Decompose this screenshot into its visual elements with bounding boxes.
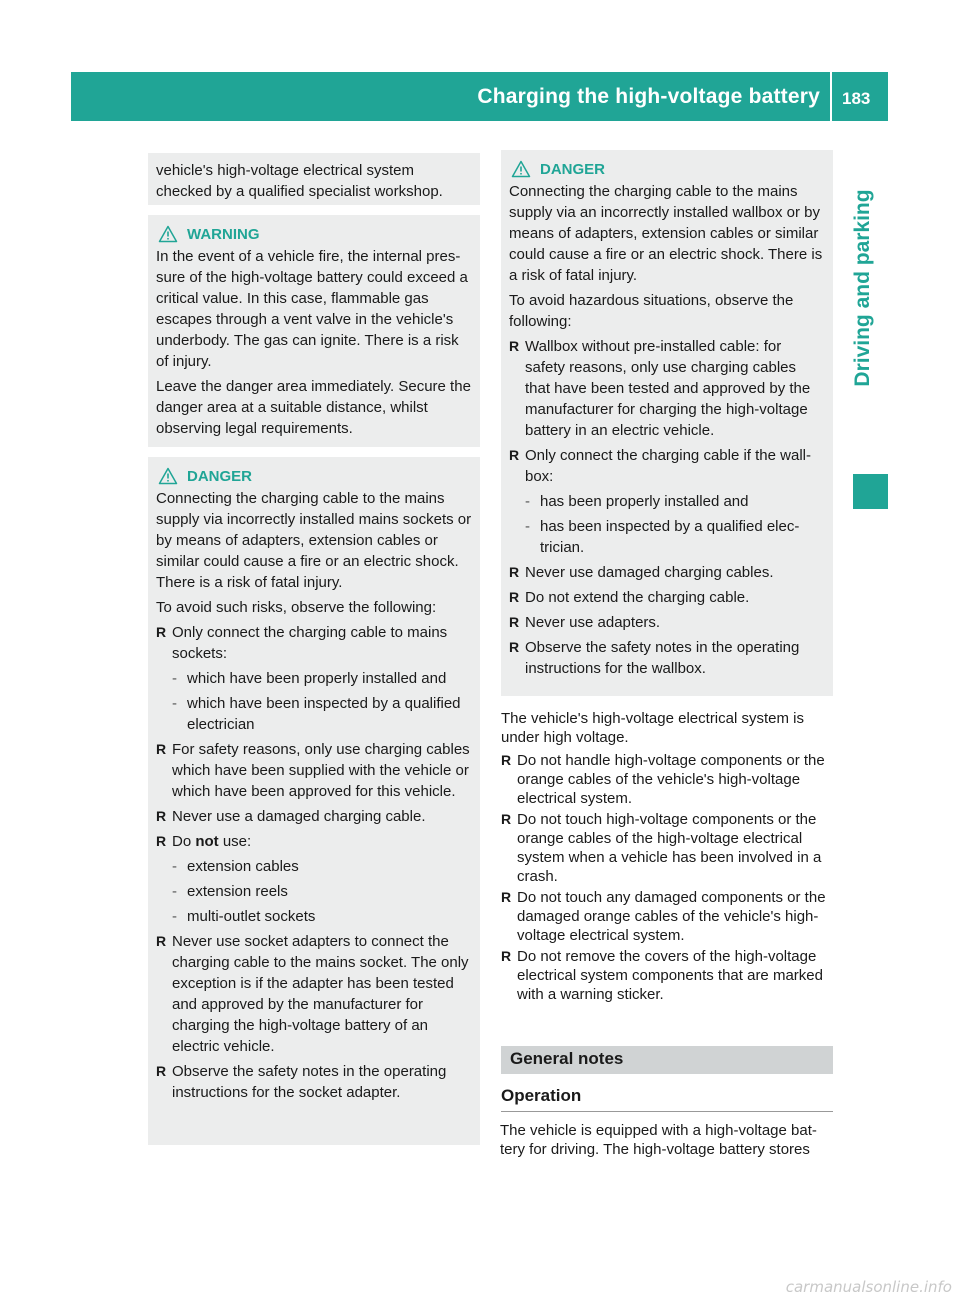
danger-paragraph: To avoid such risks, observe the following: xyxy=(156,599,437,616)
bullet-icon: R xyxy=(509,589,520,605)
sub-list xyxy=(525,491,825,558)
bullet-icon: R xyxy=(509,447,520,463)
dash-icon: - xyxy=(172,883,177,900)
sub-list-item xyxy=(172,668,472,689)
warning-triangle-icon xyxy=(511,160,531,178)
bullet-icon: R xyxy=(156,741,167,757)
sub-list xyxy=(172,856,472,927)
sub-list-item xyxy=(172,906,472,927)
warning-header xyxy=(156,223,472,245)
sub-list-item-text: has been inspected by a qualified electrician. xyxy=(540,518,800,556)
list-item xyxy=(509,562,825,583)
section-title: General notes xyxy=(510,1049,624,1068)
bullet-icon: R xyxy=(501,752,512,768)
sub-list-item-text: which have been properly installed and xyxy=(187,670,447,687)
sub-list-item-text: extension cables xyxy=(187,858,299,875)
bullet-icon: R xyxy=(156,933,167,949)
page-number: 183 xyxy=(842,89,871,108)
dash-icon: - xyxy=(172,670,177,687)
side-tab-label: Driving and parking xyxy=(851,189,874,387)
danger-list xyxy=(156,622,472,1103)
list-item xyxy=(501,751,833,808)
list-item xyxy=(501,947,833,1004)
warning-title: WARNING xyxy=(187,225,260,243)
list-item-text: Do xyxy=(172,833,196,850)
danger-list xyxy=(509,336,825,679)
danger-paragraph: To avoid hazardous situations, observe the following: xyxy=(509,292,794,330)
list-item xyxy=(156,806,472,827)
header-divider xyxy=(830,72,832,121)
list-item xyxy=(509,637,825,679)
sub-list-item-text: multi-outlet sockets xyxy=(187,908,316,925)
list-item-text: Only connect the charging cable if the wallbox: xyxy=(525,447,811,485)
danger-paragraph: Connecting the charging cable to the mains supply via an incorrectly installed wallbox or by means of adapters, extension cables or similar could cause a fire or an electric shock. There is a risk of fatal injury. xyxy=(509,183,823,284)
warning-paragraph: Leave the danger area immediately. Secure the danger area at a suitable distance, whilst observing legal requirements. xyxy=(156,378,471,437)
danger-header xyxy=(156,465,472,487)
list-item-text: Wallbox without pre-installed cable: for safety reasons, only use charging cables that have been tested and approved by the manufacturer for charging the high-voltage battery in an electric vehicle. xyxy=(525,338,811,439)
side-tab-marker xyxy=(853,474,888,509)
list-item-text: Only connect the charging cable to mains sockets: xyxy=(172,624,448,662)
sub-list-item-text: has been properly installed and xyxy=(540,493,749,510)
list-item-text: Do not touch high-voltage components or the orange cables of the high-voltage electrical system when a vehicle has been involved in a crash. xyxy=(517,811,822,885)
sub-list-item xyxy=(172,881,472,902)
operation-text xyxy=(500,1121,834,1159)
dash-icon: - xyxy=(172,695,177,712)
list-item-text: Do not handle high-voltage components or the orange cables of the vehicle's high-voltage electrical system. xyxy=(517,752,825,807)
sub-list-item xyxy=(525,516,825,558)
list-item-text: Do not extend the charging cable. xyxy=(525,589,750,606)
header-title: Charging the high-voltage battery xyxy=(477,85,820,108)
bullet-icon: R xyxy=(501,889,512,905)
body-paragraph: The vehicle's high-voltage electrical system is under high voltage. xyxy=(501,710,804,746)
list-item xyxy=(156,831,472,927)
high-voltage-list xyxy=(501,751,833,1004)
list-item xyxy=(501,888,833,945)
list-item xyxy=(501,810,833,886)
continued-note-box xyxy=(148,153,480,205)
list-item-text: use: xyxy=(218,833,252,850)
bullet-icon: R xyxy=(501,948,512,964)
list-item-text: Never use damaged charging cables. xyxy=(525,564,774,581)
page-header xyxy=(71,72,888,121)
danger-paragraph: Connecting the charging cable to the mains supply via incorrectly installed mains sockets or by means of adapters, extension cables or similar could cause a fire or an electric shock. There is a risk of fatal injury. xyxy=(156,490,472,591)
list-item-text: Never use a damaged charging cable. xyxy=(172,808,426,825)
bullet-icon: R xyxy=(509,614,520,630)
danger-title: DANGER xyxy=(187,467,253,485)
bullet-icon: R xyxy=(509,564,520,580)
warning-triangle-icon xyxy=(158,467,178,485)
continued-note-text: vehicle's high-voltage electrical system checked by a qualified specialist workshop. xyxy=(156,162,443,200)
list-item-text: For safety reasons, only use charging cables which have been supplied with the vehicle or which have been approved for this vehicle. xyxy=(172,741,470,800)
list-item xyxy=(509,612,825,633)
bullet-icon: R xyxy=(156,624,167,640)
bullet-icon: R xyxy=(156,1063,167,1079)
emphasis-text: not xyxy=(195,833,219,850)
list-item xyxy=(156,931,472,1057)
sub-list-item-text: extension reels xyxy=(187,883,288,900)
subsection-title: Operation xyxy=(501,1086,582,1105)
list-item xyxy=(156,739,472,802)
list-item xyxy=(509,445,825,558)
dash-icon: - xyxy=(172,858,177,875)
dash-icon: - xyxy=(172,908,177,925)
side-tab xyxy=(838,128,888,448)
list-item-text: Observe the safety notes in the operating instructions for the socket adapter. xyxy=(172,1063,447,1101)
bullet-icon: R xyxy=(501,811,512,827)
list-item-text: Do not touch any damaged components or the damaged orange cables of the vehicle's high-voltage electrical system. xyxy=(517,889,826,944)
sub-list-item xyxy=(172,693,472,735)
list-item-text: Do not remove the covers of the high-voltage electrical system components that are marked with a warning sticker. xyxy=(517,948,823,1003)
sub-list-item xyxy=(525,491,825,512)
list-item xyxy=(509,336,825,441)
watermark: carmanualsonline.info xyxy=(785,1278,952,1296)
danger-box-sockets xyxy=(148,457,480,1145)
bullet-icon: R xyxy=(509,639,520,655)
warning-paragraph: In the event of a vehicle fire, the internal pressure of the high-voltage battery could exceed a critical value. In this case, flammable gas escapes through a vent valve in the vehicle's underbody. The gas can ignite. There is a risk of injury. xyxy=(156,248,468,370)
sub-list xyxy=(172,668,472,735)
section-heading xyxy=(501,1046,833,1074)
body-paragraph: The vehicle is equipped with a high-voltage battery for driving. The high-voltage battery stores xyxy=(500,1122,817,1158)
danger-header xyxy=(509,158,825,180)
dash-icon: - xyxy=(525,518,530,535)
list-item xyxy=(509,587,825,608)
list-item xyxy=(156,622,472,735)
danger-box-wallbox xyxy=(501,150,833,696)
list-item-text: Never use socket adapters to connect the charging cable to the mains socket. The only exception is if the adapter has been tested and approved by the manufacturer for charging the high-voltage battery of an electric vehicle. xyxy=(172,933,469,1055)
list-item-text: Never use adapters. xyxy=(525,614,661,631)
warning-box xyxy=(148,215,480,447)
list-item xyxy=(156,1061,472,1103)
bullet-icon: R xyxy=(156,833,167,849)
bullet-icon: R xyxy=(509,338,520,354)
sub-list-item xyxy=(172,856,472,877)
warning-triangle-icon xyxy=(158,225,178,243)
sub-list-item-text: which have been inspected by a qualified electrician xyxy=(187,695,461,733)
bullet-icon: R xyxy=(156,808,167,824)
list-item-text: Observe the safety notes in the operating instructions for the wallbox. xyxy=(525,639,800,677)
subsection-heading xyxy=(501,1083,833,1112)
high-voltage-notes xyxy=(501,709,833,1006)
danger-title: DANGER xyxy=(540,160,606,178)
dash-icon: - xyxy=(525,493,530,510)
